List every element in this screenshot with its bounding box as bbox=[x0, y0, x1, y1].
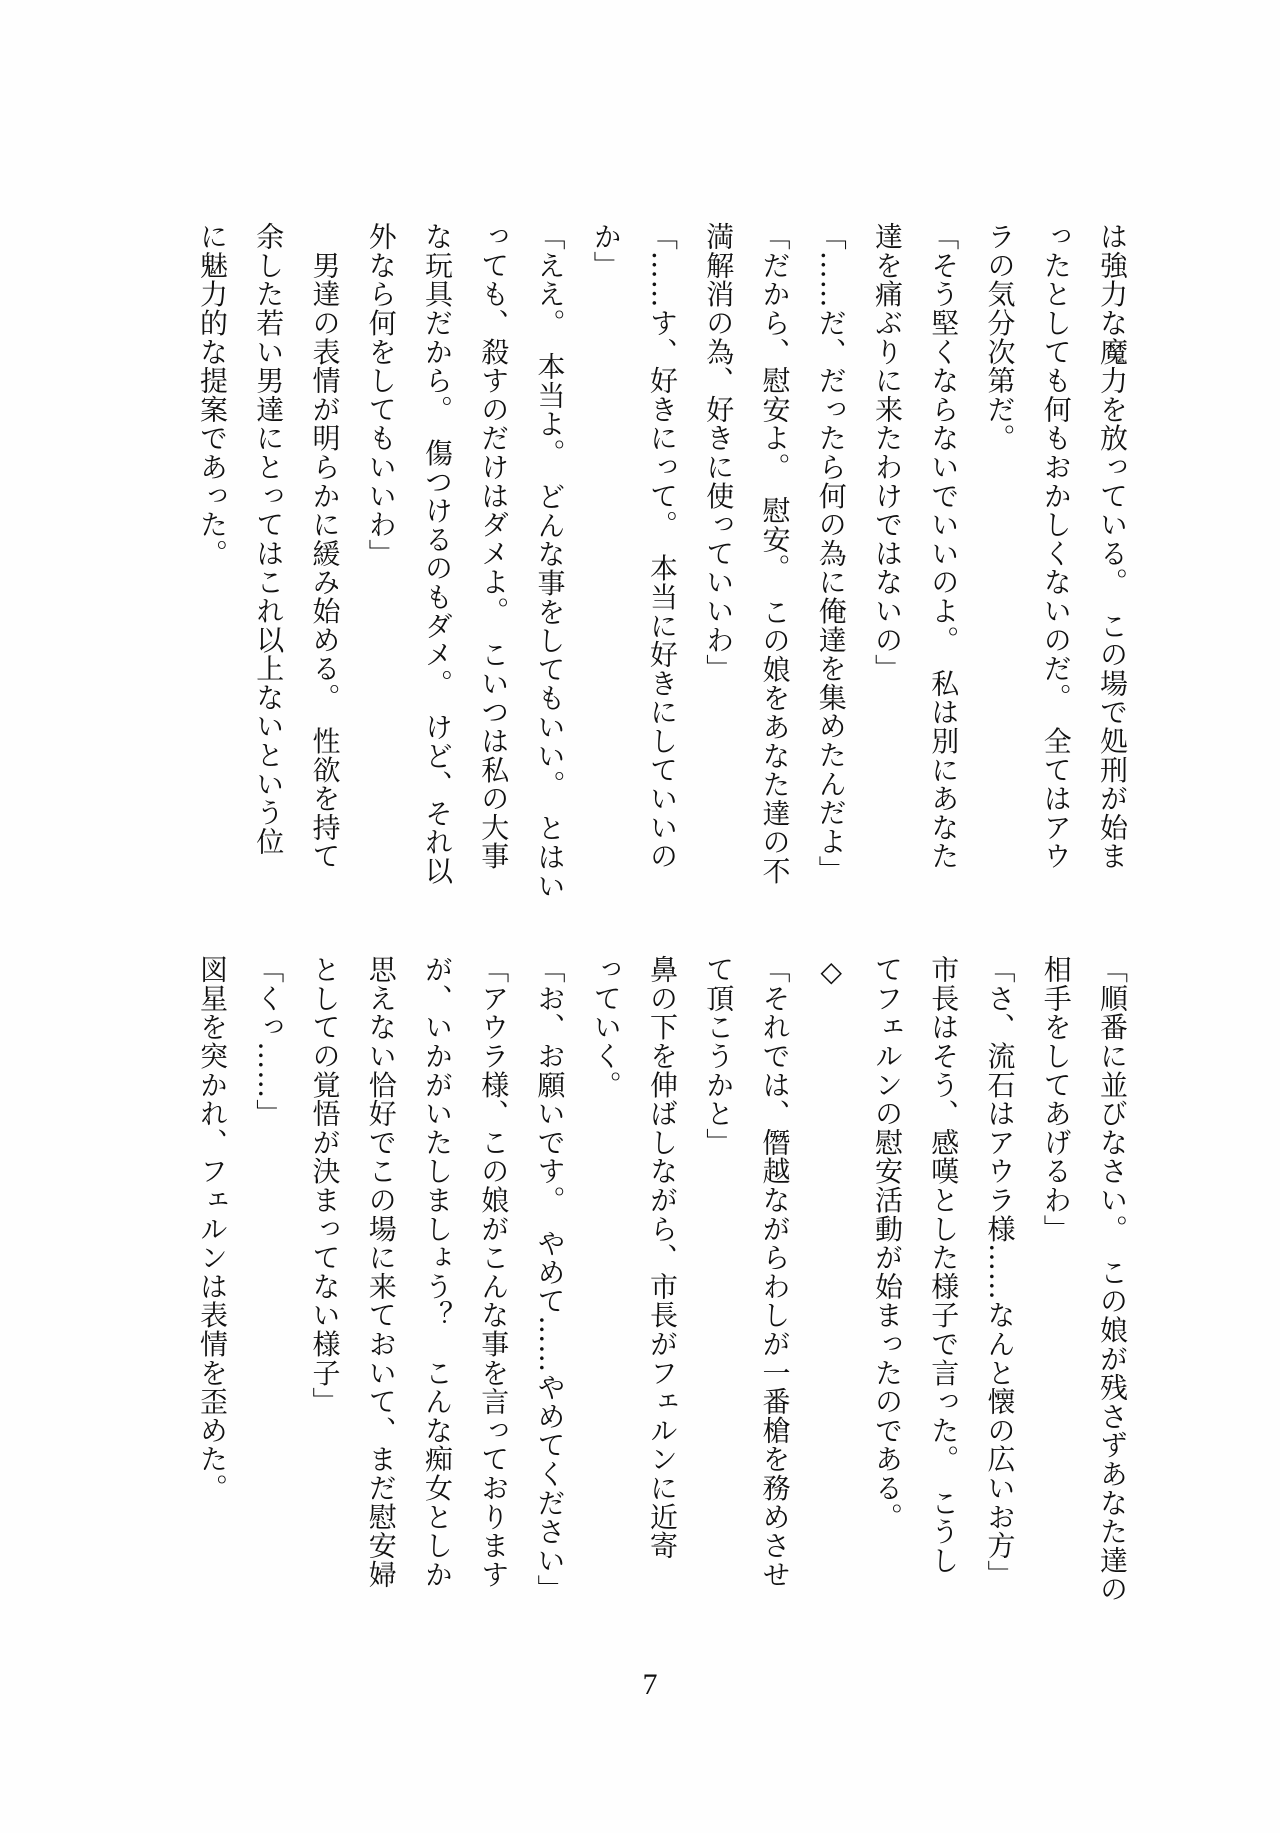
text-column: っていく。 bbox=[589, 955, 623, 1099]
text-column: 「くっ……」 bbox=[252, 955, 286, 1128]
scene-break-diamond: ◇ bbox=[814, 955, 848, 989]
text-column: 満解消の為、好きに使っていいわ」 bbox=[702, 222, 736, 683]
page-number: 7 bbox=[642, 1668, 658, 1701]
text-block-upper bbox=[0, 222, 1280, 922]
text-column: が、いかがいたしましょう？ こんな痴女としか bbox=[421, 955, 454, 1589]
text-column: 図星を突かれ、フェルンは表情を歪めた。 bbox=[196, 955, 229, 1503]
text-column: 「それでは、僭越ながらわしが一番槍を務めさせ bbox=[758, 955, 792, 1589]
text-block-lower bbox=[0, 955, 1280, 1655]
text-column: 「……す、好きにって。 本当に好きにしていいの bbox=[646, 222, 679, 871]
text-column: 「アウラ様、この娘がこんな事を言っております bbox=[477, 955, 511, 1589]
text-column: 「……だ、だったら何の為に俺達を集めたんだよ」 bbox=[814, 222, 848, 885]
text-column: 「ええ。 本当よ。 どんな事をしてもいい。 とはい bbox=[533, 222, 567, 900]
text-column: 男達の表情が明らかに緩み始める。 性欲を持て bbox=[308, 222, 342, 871]
text-column: 達を痛ぶりに来たわけではないの」 bbox=[871, 222, 904, 683]
text-column: 「順番に並びなさい。 この娘が残さずあなた達の bbox=[1096, 955, 1129, 1604]
text-column: ったとしても何もおかしくないのだ。 全てはアウ bbox=[1039, 222, 1073, 871]
text-column: 「お、お願いです。 やめて……やめてください」 bbox=[533, 955, 567, 1604]
text-column: 鼻の下を伸ばしながら、市長がフェルンに近寄 bbox=[646, 955, 679, 1560]
text-column: て頂こうかと」 bbox=[702, 955, 736, 1157]
text-column: 「さ、流石はアウラ様……なんと懐の広いお方」 bbox=[983, 955, 1017, 1589]
text-column: 「そう堅くならないでいいのよ。 私は別にあなた bbox=[927, 222, 961, 871]
text-column: 「だから、慰安よ。 慰安。 この娘をあなた達の不 bbox=[758, 222, 792, 886]
text-column: としての覚悟が決まってない様子」 bbox=[308, 955, 342, 1416]
text-column: 外なら何をしてもいいわ」 bbox=[364, 222, 398, 568]
text-column: 相手をしてあげるわ」 bbox=[1039, 955, 1073, 1243]
text-column: 市長はそう、感嘆とした様子で言った。 こうし bbox=[927, 955, 961, 1575]
text-column: っても、殺すのだけはダメよ。 こいつは私の大事 bbox=[477, 222, 511, 871]
text-column: は強力な魔力を放っている。 この場で処刑が始ま bbox=[1096, 222, 1129, 871]
text-column: か」 bbox=[589, 222, 623, 280]
text-column: な玩具だから。 傷つけるのもダメ。 けど、それ以 bbox=[421, 222, 454, 886]
text-column: 余した若い男達にとってはこれ以上ないという位 bbox=[252, 222, 286, 856]
text-column: 思えない恰好でこの場に来ておいて、まだ慰安婦 bbox=[364, 955, 398, 1589]
text-column: てフェルンの慰安活動が始まったのである。 bbox=[871, 955, 904, 1531]
text-column: ラの気分次第だ。 bbox=[983, 222, 1017, 453]
text-column: に魅力的な提案であった。 bbox=[196, 222, 229, 568]
